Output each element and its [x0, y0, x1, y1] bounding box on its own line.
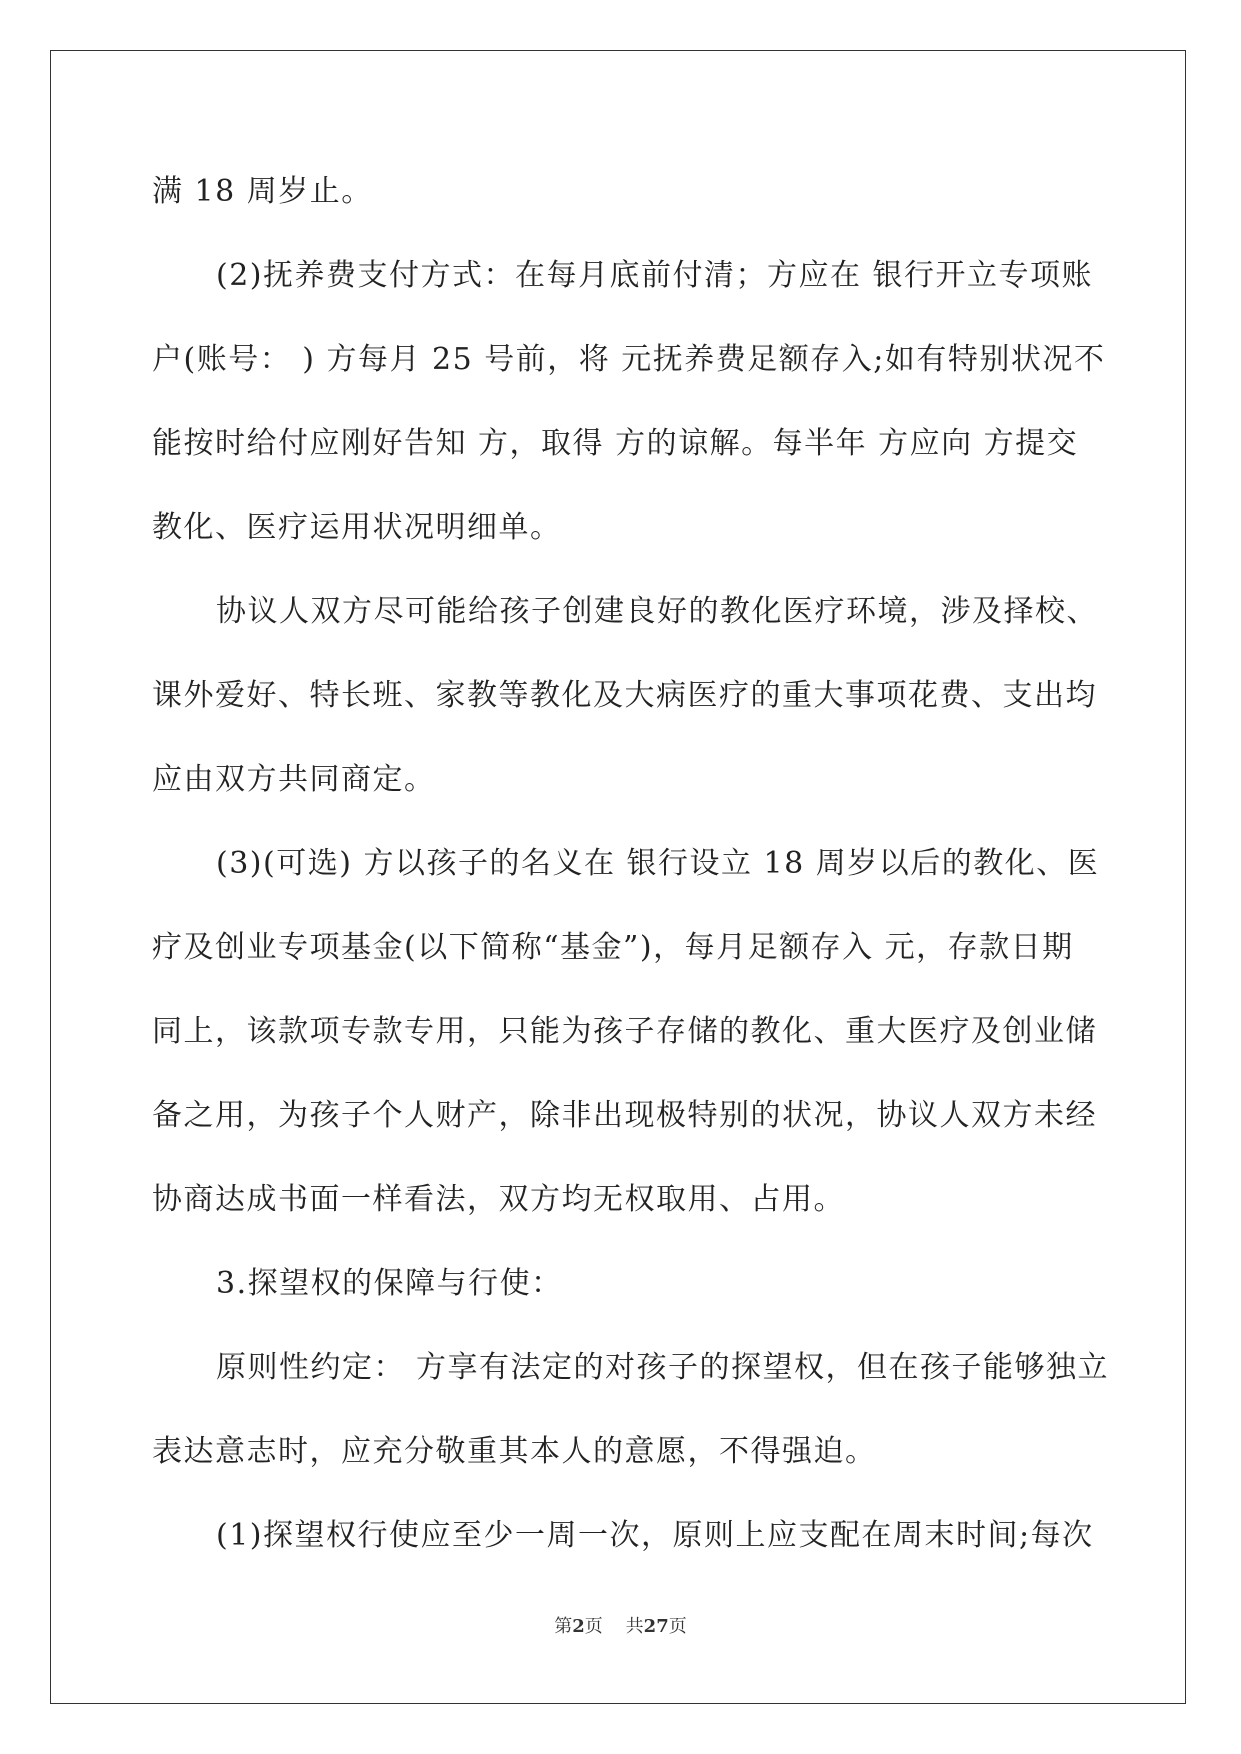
- text-line: (3)(可选) 方以孩子的名义在 银行设立 18 周岁以后的教化、医: [216, 846, 1100, 881]
- footer-total-suffix: 页: [668, 1616, 687, 1637]
- footer-total-prefix: 共: [625, 1616, 644, 1637]
- text-line: 户(账号： ) 方每月 25 号前，将 元抚养费足额存入;如有特别状况不: [152, 342, 1106, 377]
- text-line: (1)探望权行使应至少一周一次，原则上应支配在周末时间;每次: [216, 1518, 1094, 1553]
- text-line: 应由双方共同商定。: [152, 762, 436, 797]
- text-line: (2)抚养费支付方式：在每月底前付清；方应在 银行开立专项账: [216, 258, 1094, 293]
- footer-prefix: 第: [554, 1616, 573, 1637]
- text-line: 原则性约定： 方享有法定的对孩子的探望权，但在孩子能够独立: [216, 1350, 1110, 1385]
- footer-page-suffix: 页: [584, 1616, 603, 1637]
- text-line: 课外爱好、特长班、家教等教化及大病医疗的重大事项花费、支出均: [152, 678, 1097, 713]
- footer-page-number: 2: [572, 1616, 585, 1637]
- text-line: 教化、医疗运用状况明细单。: [152, 510, 562, 545]
- text-line: 满 18 周岁止。: [152, 174, 373, 209]
- text-line: 协商达成书面一样看法，双方均无权取用、占用。: [152, 1182, 845, 1217]
- text-line: 3.探望权的保障与行使：: [216, 1266, 563, 1301]
- text-line: 表达意志时，应充分敬重其本人的意愿，不得强迫。: [152, 1434, 877, 1469]
- text-line: 协议人双方尽可能给孩子创建良好的教化医疗环境，涉及择校、: [216, 594, 1098, 629]
- page-footer: [0, 1612, 1241, 1638]
- text-line: 能按时给付应刚好告知 方，取得 方的谅解。每半年 方应向 方提交: [152, 426, 1079, 461]
- text-line: 疗及创业专项基金(以下简称“基金”)，每月足额存入 元，存款日期: [152, 930, 1074, 965]
- document-body: [152, 165, 1110, 1593]
- text-line: 同上，该款项专款专用，只能为孩子存储的教化、重大医疗及创业储: [152, 1014, 1097, 1049]
- text-line: 备之用，为孩子个人财产，除非出现极特别的状况，协议人双方未经: [152, 1098, 1097, 1133]
- footer-total-pages: 27: [643, 1616, 669, 1637]
